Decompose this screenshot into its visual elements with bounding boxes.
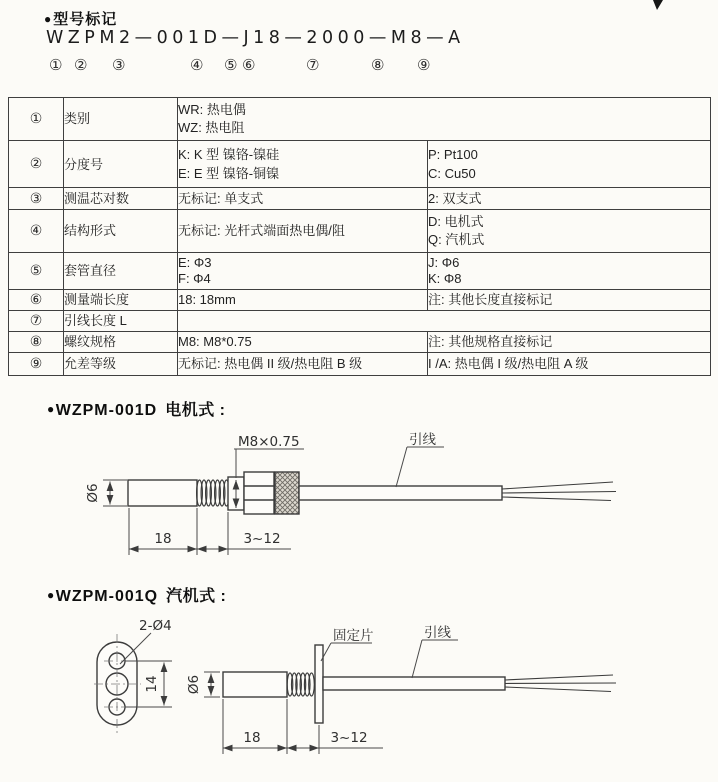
spec-cell-no: ④ (9, 210, 64, 253)
dimension-lines (120, 633, 458, 754)
spec-cell-c3: 无标记: 热电偶 II 级/热电阻 B 级 (178, 353, 428, 376)
model-code: WZPM2—001D—J18—2000—M8—A (46, 28, 465, 48)
spec-cell-c3: WR: 热电偶 WZ: 热电阻 (178, 98, 711, 141)
knurl-sleeve (275, 472, 299, 514)
adjust-range-label: 3~12 (330, 730, 368, 746)
spec-cell-c3: 无标记: 光杆式端面热电偶/阻 (178, 210, 428, 253)
drawing-wzpm-001q (94, 618, 616, 754)
spec-cell-label: 分度号 (64, 141, 178, 188)
spec-cell-c3: K: K 型 镍铬-镍硅 E: E 型 镍铬-铜镍 (178, 141, 428, 188)
bullet-icon: ● (44, 12, 53, 26)
spec-cell-no: ⑤ (9, 253, 64, 290)
model-digit-marker: ④ (190, 56, 204, 74)
spec-cell-no: ① (9, 98, 64, 141)
spec-cell-c4: 注: 其他规格直接标记 (428, 332, 711, 353)
spec-cell-c4: I /A: 热电偶 I 级/热电阻 A 级 (428, 353, 711, 376)
section-code: WZPM-001D (55, 402, 158, 419)
page-title-text: 型号标记 (53, 11, 118, 28)
adjust-range-label: 3~12 (243, 531, 281, 547)
probe-length-label: 18 (243, 730, 261, 746)
spec-cell-no: ② (9, 141, 64, 188)
probe-body (223, 672, 287, 697)
model-digit-marker: ⑦ (306, 56, 320, 74)
section-type: 汽机式 : (166, 588, 227, 605)
model-digit-marker: ③ (112, 56, 126, 74)
spec-cell-label: 套管直径 (64, 253, 178, 290)
spec-cell-no: ⑥ (9, 290, 64, 311)
probe-body (128, 480, 197, 506)
spring-coil (197, 480, 230, 506)
spec-cell-label: 引线长度 L (64, 311, 178, 332)
spec-cell-c3: 18: 18mm (178, 290, 428, 311)
fix-plate (315, 645, 323, 723)
corner-mark (653, 0, 663, 10)
spec-cell-no: ⑦ (9, 311, 64, 332)
bullet-icon: ● (47, 588, 55, 602)
spec-cell-label: 测温芯对数 (64, 188, 178, 210)
fix-plate-label: 固定片 (333, 628, 374, 644)
model-digit-marker: ⑧ (371, 56, 385, 74)
spec-cell-c3: M8: M8*0.75 (178, 332, 428, 353)
spec-cell-label: 螺纹规格 (64, 332, 178, 353)
lead-wires (505, 675, 616, 692)
spec-cell-c4: D: 电机式 Q: 汽机式 (428, 210, 711, 253)
section-code: WZPM-001Q (55, 588, 159, 605)
holes-label: 2-Ø4 (139, 618, 172, 634)
hex-nut (244, 472, 274, 514)
spec-cell-label: 结构形式 (64, 210, 178, 253)
model-digit-marker: ⑨ (417, 56, 431, 74)
lead-cable (323, 677, 505, 690)
probe-length-label: 18 (154, 531, 172, 547)
hole-pitch-label: 14 (144, 675, 160, 693)
spec-cell-c4: 注: 其他长度直接标记 (428, 290, 711, 311)
spec-cell-c3: E: Φ3 F: Φ4 (178, 253, 428, 290)
lead-wires (502, 482, 616, 501)
lead-wire-label: 引线 (424, 625, 451, 641)
spec-cell-no: ⑨ (9, 353, 64, 376)
model-digit-marker: ⑥ (242, 56, 256, 74)
model-digit-marker: ⑤ (224, 56, 238, 74)
lead-wire-label: 引线 (409, 432, 436, 448)
spec-cell-c3: 无标记: 单支式 (178, 188, 428, 210)
spec-cell-c4: J: Φ6 K: Φ8 (428, 253, 711, 290)
model-digit-marker: ② (74, 56, 88, 74)
model-digit-marker: ① (49, 56, 63, 74)
spec-cell-label: 允差等级 (64, 353, 178, 376)
spec-cell-label: 类别 (64, 98, 178, 141)
thread-spec-label: M8×0.75 (238, 434, 300, 450)
spec-cell-c4: 2: 双支式 (428, 188, 711, 210)
spec-cell-no: ③ (9, 188, 64, 210)
probe-dia-label: Ø6 (186, 674, 202, 695)
drawing-wzpm-001d (85, 431, 616, 555)
bullet-icon: ● (47, 402, 55, 416)
spring-coil (287, 673, 314, 696)
lead-cable (299, 486, 502, 500)
section-type: 电机式 : (165, 402, 226, 419)
spec-cell-label: 测量端长度 (64, 290, 178, 311)
spec-cell-no: ⑧ (9, 332, 64, 353)
probe-dia-label: Ø6 (85, 483, 101, 503)
spec-cell-c4: P: Pt100 C: Cu50 (428, 141, 711, 188)
